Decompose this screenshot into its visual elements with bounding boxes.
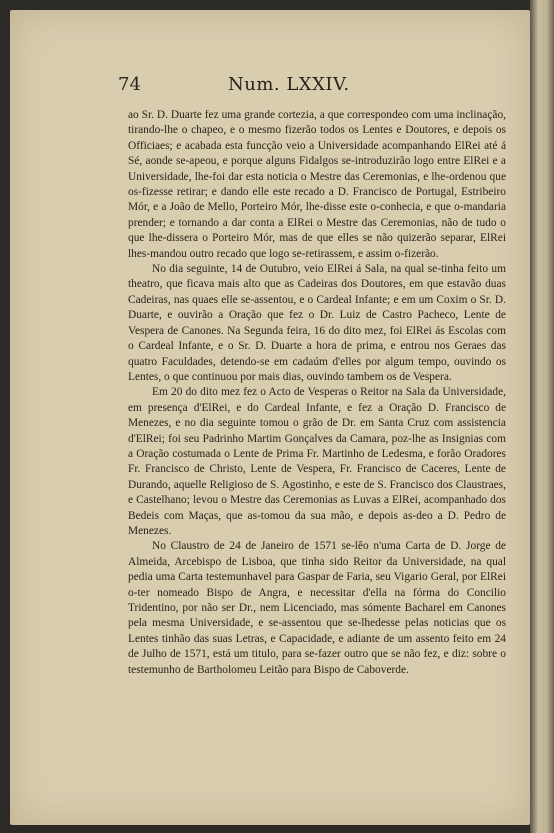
paragraph-4: No Claustro de 24 de Janeiro de 1571 se-lêo n'uma Carta de D. Jorge de Almeida, Arcebispo de Lisboa, que tinha sido Reitor da Universidade, na qual pedia uma Carta testemunhavel para Gaspar de Faria, seu Vigario Geral, por ElRei o-ter nomeado Bispo de Angra, e necessitar d'ella na fórma do Concilio Tridentino, por não ser Dr., nem Licenciado, mas sómente Bacharel em Canones pela mesma Universidade, e se-assentou que se-lhedesse pelas noticias que os Lentes tinhão das suas Letras, e Capacidade, e adiante de um assento feito em 24 de Julho de 1571, está um titulo, para se-fazer outro que se não fez, e diz: sobre o testemunho de Bartholomeu Leitão para Bispo de Caboverde.	[128, 540, 506, 676]
body-text	[128, 108, 506, 678]
book-spine	[530, 0, 554, 833]
running-title: Num. LXXIV.	[228, 74, 350, 95]
page-header	[118, 74, 498, 102]
paragraph-2: No dia seguinte, 14 de Outubro, veio ElRei á Sala, na qual se-tinha feito um theatro, que ficava mais alto que as Cadeiras dos Doutores, em que estavão duas Cadeiras, nas quaes elle se-assentou, e o Cardeal Infante; e em um Coxim o Sr. D. Duarte, e ouvirão a Oração que fez o Dr. Luiz de Castro Pacheco, Lente de Vespera de Canones. Na Segunda feira, 16 do dito mez, foi ElRei ás Escolas com o Cardeal Infante, e o Sr. D. Duarte a hora de prima, e entrou nos Geraes das quatro Faculdades, detendo-se em cadaúm d'elles por algum tempo, ouvindo os Lentes, o que continuou por mais dias, ouvindo tambem os de Vespera.	[128, 263, 506, 383]
paragraph-1: ao Sr. D. Duarte fez uma grande cortezia, a que correspondeo com uma inclinação, tirando-lhe o chapeo, e o mesmo fizerão todos os Lentes e Doutores, e depois os Officiaes; e acabada esta funcção veio a Universidade acompanhando ElRei até á Sé, aonde se-apeou, e porque alguns Fidalgos se-introduzirão logo entre ElRei e a Universidade, lhe-foi dar esta noticia o Mestre das Ceremonias, e lhe-ordenou que os-fizesse retirar; e dando elle este recado a D. Francisco de Portugal, Estribeiro Mór, e a João de Mello, Porteiro Mór, lhe-disse este o-conhecia, e que o-mandaria prender; e tornando a dar conta a ElRei o Mestre das Ceremonias, não de tudo o que lhe-dissera o Porteiro Mór, mas de que elles se não quizerão separar, ElRei lhes-mandou outro recado que logo se-retirassem, e assim o-fizerão.	[128, 109, 506, 260]
paragraph-3: Em 20 do dito mez fez o Acto de Vesperas o Reitor na Sala da Universidade, em presença d'ElRei, e do Cardeal Infante, e fez a Oração D. Francisco de Menezes, e no dia seguinte tomou o grão de Dr. em Santa Cruz com assistencia d'ElRei; foi seu Padrinho Martim Gonçalves da Camara, poz-lhe as Insignias com a Oração costumada o Lente de Prima Fr. Martinho de Ledesma, e forão Oradores Fr. Francisco de Christo, Lente de Vespera, Fr. Francisco de Caceres, Lente de Durando, aquelle Religioso de S. Agostinho, e este de S. Francisco dos Claustraes, e Castelhano; levou o Mestre das Ceremonias as Luvas a ElRei, acompanhado dos Bedeis com Maças, que as-tomou da sua mão, e depois as-deo a D. Pedro de Menezes.	[128, 386, 506, 537]
page-number: 74	[118, 74, 141, 95]
